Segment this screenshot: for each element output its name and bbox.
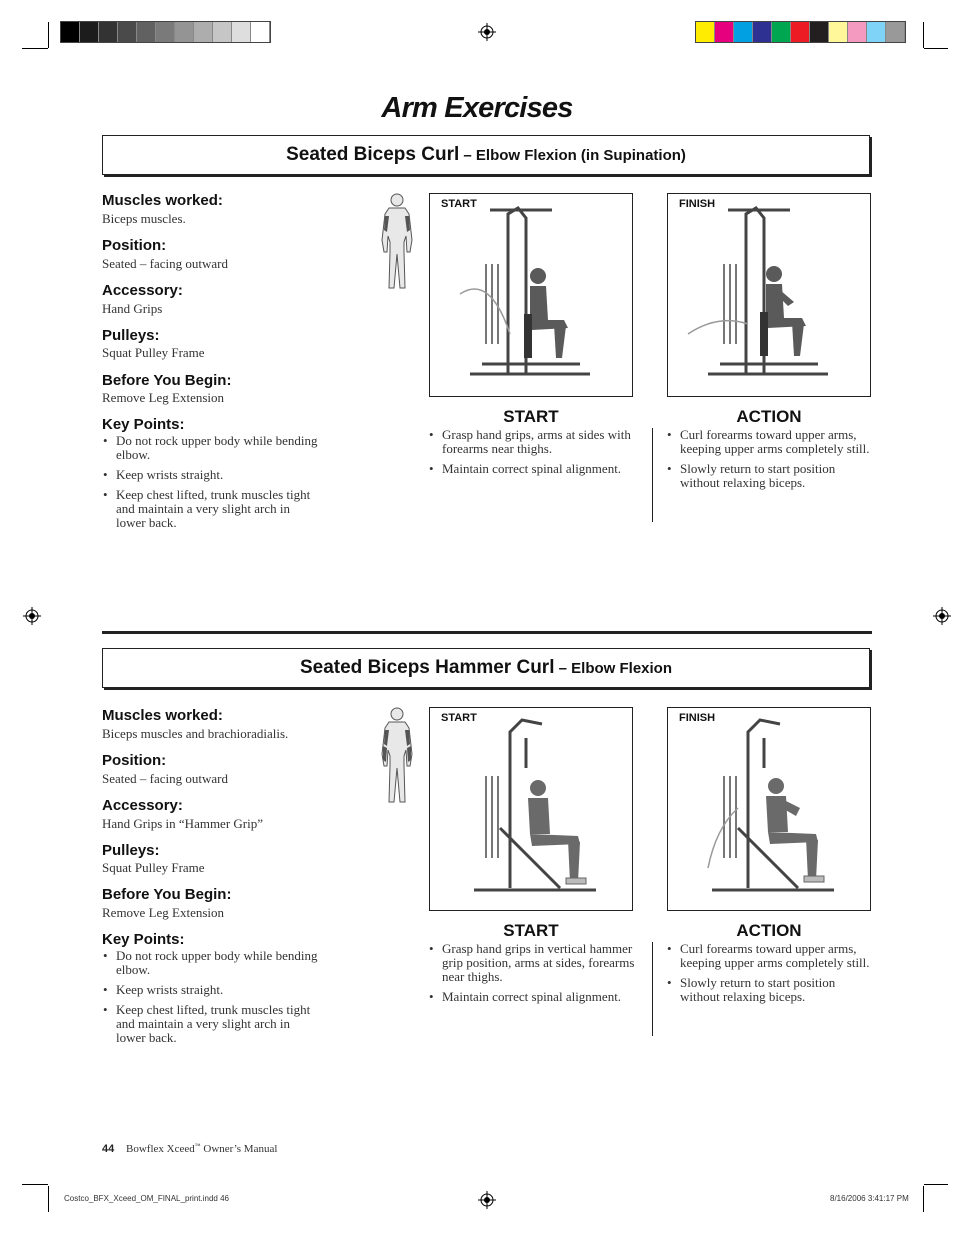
muscles-label: Muscles worked: <box>102 707 223 724</box>
muscles-value: Biceps muscles. <box>102 211 186 226</box>
color-swatch <box>232 22 251 42</box>
before-value: Remove Leg Extension <box>102 390 225 405</box>
column-divider <box>652 942 653 1036</box>
accessory-value: Hand Grips in “Hammer Grip” <box>102 816 264 831</box>
start-photo <box>429 707 633 911</box>
list-item: • Slowly return to start position without relaxing biceps. <box>666 462 872 490</box>
start-heading: START <box>503 407 559 426</box>
list-item: • Keep wrists straight. <box>102 983 322 997</box>
photo-tag: FINISH <box>679 712 716 724</box>
registration-mark-icon <box>23 607 41 625</box>
before-label: Before You Begin: <box>102 372 232 389</box>
color-swatch <box>61 22 80 42</box>
color-swatch <box>118 22 137 42</box>
registration-mark-icon <box>933 607 951 625</box>
position-value: Seated – facing outward <box>102 771 228 786</box>
column-divider <box>652 428 653 522</box>
trademark-symbol: ™ <box>194 1143 201 1150</box>
color-swatch <box>99 22 118 42</box>
start-points-list <box>428 942 638 1010</box>
footer-rest: Owner’s Manual <box>200 1143 278 1155</box>
crop-mark <box>22 48 48 49</box>
machine-illustration-icon <box>430 708 634 912</box>
photo-tag: FINISH <box>679 198 716 210</box>
slug-filename: Costco_BFX_Xceed_OM_FINAL_print.indd 46 <box>64 1194 229 1203</box>
color-swatch <box>175 22 194 42</box>
accessory-value: Hand Grips <box>102 301 163 316</box>
list-item: • Slowly return to start position without relaxing biceps. <box>666 976 872 1004</box>
list-item: • Grasp hand grips, arms at sides with forearms near thighs. <box>428 428 638 456</box>
key-points-list <box>102 434 322 536</box>
machine-illustration-icon <box>668 194 872 398</box>
list-item: • Keep chest lifted, trunk muscles tight and maintain a very slight arch in lower back. <box>102 1003 322 1045</box>
crop-mark <box>22 1184 48 1185</box>
crop-mark <box>48 22 49 48</box>
color-swatch <box>772 22 791 42</box>
action-points-list <box>666 942 872 1010</box>
exercise-header <box>102 135 870 175</box>
keypoints-label: Key Points: <box>102 931 185 948</box>
position-label: Position: <box>102 752 167 769</box>
pulleys-label: Pulleys: <box>102 842 160 859</box>
exercise-header <box>102 648 870 688</box>
key-points-list <box>102 949 322 1051</box>
list-item: • Maintain correct spinal alignment. <box>428 462 638 476</box>
color-swatch <box>137 22 156 42</box>
list-item: • Maintain correct spinal alignment. <box>428 990 638 1004</box>
color-swatch <box>829 22 848 42</box>
exercise-subtitle: – Elbow Flexion <box>554 660 673 677</box>
list-item: • Curl forearms toward upper arms, keeping upper arms completely still. <box>666 428 872 456</box>
color-swatch <box>734 22 753 42</box>
muscles-label: Muscles worked: <box>102 192 223 209</box>
color-swatch <box>791 22 810 42</box>
color-swatch <box>848 22 867 42</box>
color-swatch <box>867 22 886 42</box>
color-swatch <box>194 22 213 42</box>
color-swatch <box>886 22 905 42</box>
crop-mark <box>923 22 924 48</box>
section-divider <box>102 631 872 634</box>
process-color-bar <box>695 21 906 43</box>
photo-tag: START <box>441 712 477 724</box>
footer-title <box>126 1143 277 1155</box>
list-item: • Do not rock upper body while bending elbow. <box>102 949 322 977</box>
page-title: Arm Exercises <box>381 92 573 124</box>
keypoints-label: Key Points: <box>102 416 185 433</box>
finish-photo <box>667 707 871 911</box>
position-label: Position: <box>102 237 167 254</box>
exercise-subtitle: – Elbow Flexion (in Supination) <box>459 147 686 164</box>
exercise-name: Seated Biceps Curl <box>286 144 460 165</box>
start-heading: START <box>503 921 559 940</box>
accessory-label: Accessory: <box>102 797 183 814</box>
color-swatch <box>213 22 232 42</box>
registration-mark-icon <box>478 23 496 41</box>
pulleys-value: Squat Pulley Frame <box>102 860 205 875</box>
finish-photo <box>667 193 871 397</box>
pulleys-label: Pulleys: <box>102 327 160 344</box>
crop-mark <box>924 48 948 49</box>
list-item: • Grasp hand grips in vertical hammer grip position, arms at sides, forearms near thighs. <box>428 942 638 984</box>
page-number: 44 <box>102 1143 115 1155</box>
accessory-label: Accessory: <box>102 282 183 299</box>
muscles-value: Biceps muscles and brachioradialis. <box>102 726 289 741</box>
footer-brand: Bowflex Xceed <box>126 1143 195 1155</box>
color-swatch <box>753 22 772 42</box>
color-swatch <box>715 22 734 42</box>
color-swatch <box>80 22 99 42</box>
list-item: • Keep wrists straight. <box>102 468 322 482</box>
registration-mark-icon <box>478 1191 496 1209</box>
start-photo <box>429 193 633 397</box>
list-item: • Keep chest lifted, trunk muscles tight and maintain a very slight arch in lower back. <box>102 488 322 530</box>
photo-tag: START <box>441 198 477 210</box>
action-points-list <box>666 428 872 496</box>
exercise-name: Seated Biceps Hammer Curl <box>299 657 555 678</box>
action-heading: ACTION <box>736 407 802 426</box>
position-value: Seated – facing outward <box>102 256 228 271</box>
before-label: Before You Begin: <box>102 886 232 903</box>
machine-illustration-icon <box>668 708 872 912</box>
color-swatch <box>696 22 715 42</box>
muscle-diagram-icon <box>375 706 419 806</box>
slug-date: 8/16/2006 3:41:17 PM <box>830 1194 909 1203</box>
start-points-list <box>428 428 638 482</box>
color-swatch <box>810 22 829 42</box>
before-value: Remove Leg Extension <box>102 905 225 920</box>
crop-mark <box>924 1184 948 1185</box>
list-item: • Curl forearms toward upper arms, keeping upper arms completely still. <box>666 942 872 970</box>
crop-mark <box>923 1186 924 1212</box>
color-swatch <box>251 22 270 42</box>
list-item: • Do not rock upper body while bending elbow. <box>102 434 322 462</box>
crop-mark <box>48 1186 49 1212</box>
machine-illustration-icon <box>430 194 634 398</box>
action-heading: ACTION <box>736 921 802 940</box>
muscle-diagram-icon <box>375 192 419 292</box>
color-swatch <box>156 22 175 42</box>
pulleys-value: Squat Pulley Frame <box>102 345 205 360</box>
grayscale-color-bar <box>60 21 271 43</box>
